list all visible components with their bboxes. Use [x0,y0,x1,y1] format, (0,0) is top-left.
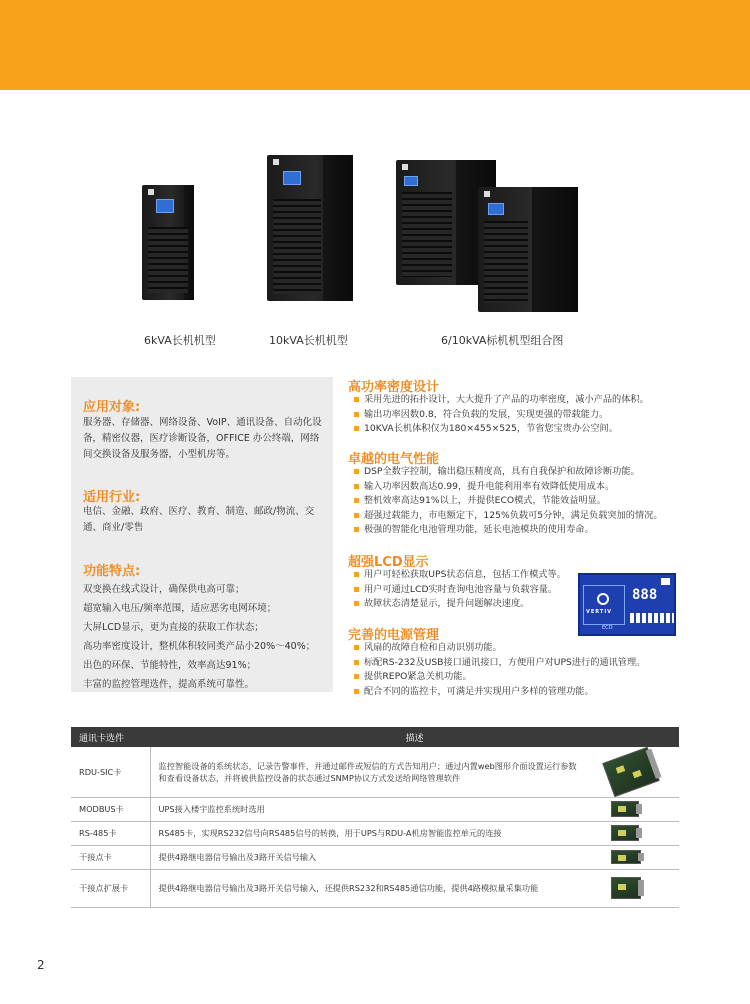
ups-10kva-image [267,155,353,301]
table-cell-name: 干接点卡 [71,845,150,869]
list-item: 整机效率高达91%以上，并提供ECO模式，节能效益明显。 [354,494,663,509]
list-item: 配合不同的监控卡，可满足并实现用户多样的管理功能。 [354,685,645,700]
list-item: 输入功率因数高达0.99，提升电能利用率有效降低使用成本。 [354,480,663,495]
list-item: 出色的环保、节能特性，效率高达91%； [83,660,257,671]
list-item: 风扇的故障自检和自动识别功能。 [354,641,645,656]
caption-10kva: 10kVA长机机型 [269,334,348,347]
table-cell-name: MODBUS卡 [71,797,150,821]
section-title-power-management: 完善的电源管理 [348,628,440,643]
section-list-lcd [354,568,566,612]
industry-text: 电信、金融、政府、医疗、教育、制造、邮政/物流、交通、商业/零售 [83,506,315,533]
list-item: 标配RS-232及USB接口通讯接口，方便用户对UPS进行的通讯管理。 [354,656,645,671]
list-item: 丰富的监控管理选件，提高系统可靠性。 [83,679,255,690]
lcd-eco-label: ECO [602,625,613,631]
application-title: 应用对象: [83,400,141,415]
list-item: 10KVA长机体积仅为180×455×525，节省您宝贵办公空间。 [354,422,649,437]
lcd-digits: 888 [632,587,658,603]
industry-title: 适用行业: [83,490,141,505]
section-list-power-management [354,641,645,699]
list-item: 极强的智能化电池管理功能，延长电池模块的使用寿命。 [354,523,663,538]
table-row [71,845,679,869]
table-row [71,797,679,821]
table-header-row [71,727,679,747]
table-row [71,869,679,907]
table-cell-desc: 提供4路继电器信号输出及3路开关信号输入，还提供RS232和RS485通信功能，提供4路模拟量采集功能 [150,869,589,907]
table-cell-name: RDU-SIC卡 [71,747,150,797]
lcd-corner-icon [661,578,670,585]
ups-6kva-image [142,185,194,300]
section-title-power-density: 高功率密度设计 [348,380,440,395]
lcd-brand: VERTIV [586,609,613,615]
table-cell-name: 干接点扩展卡 [71,869,150,907]
lcd-panel-image [578,573,676,636]
ups-combo-front-image [478,187,578,312]
section-title-electrical: 卓越的电气性能 [348,452,440,467]
dry-contact-card-image [611,850,641,864]
dry-contact-ext-card-image [611,877,641,899]
table-cell-name: RS-485卡 [71,821,150,845]
left-info-box [71,377,333,692]
list-item: 故障状态清楚显示，提升问题解决速度。 [354,597,566,612]
features-title: 功能特点: [83,564,141,579]
rdu-sic-card-image [602,747,659,797]
caption-combo: 6/10kVA标机机型组合图 [441,334,564,347]
list-item: DSP全数字控制，输出稳压精度高，具有自我保护和故障诊断功能。 [354,465,663,480]
lcd-left-panel [583,585,625,625]
product-images [0,145,750,315]
table-header-card: 通讯卡选件 [71,727,150,747]
table-row [71,747,679,797]
modbus-card-image [611,801,639,817]
vertiv-logo-icon [597,593,609,605]
table-row [71,821,679,845]
table-header-desc: 描述 [150,727,679,747]
list-item: 提供REPO紧急关机功能。 [354,670,645,685]
table-cell-desc: 提供4路继电器信号输出及3路开关信号输入 [150,845,589,869]
list-item: 高功率密度设计，整机体积较同类产品小20%～40%； [83,641,316,652]
list-item: 双变换在线式设计，确保供电高可靠； [83,584,245,595]
section-list-electrical [354,465,663,538]
table-cell-desc: RS485卡，实现RS232信号向RS485信号的转换，用于UPS与RDU-A机房智能监控单元的连接 [150,821,589,845]
top-orange-band [0,0,750,90]
list-item: 采用先进的拓扑设计，大大提升了产品的功率密度，减小产品的体积。 [354,393,649,408]
table-cell-desc: UPS接入楼宇监控系统时选用 [150,797,589,821]
list-item: 输出功率因数0.8，符合负载的发展，实现更强的带载能力。 [354,408,649,423]
list-item: 超强过载能力，市电额定下，125%负载可5分钟，满足负载突加的情况。 [354,509,663,524]
list-item: 用户可轻松获取UPS状态信息，包括工作模式等。 [354,568,566,583]
list-item: 超宽输入电压/频率范围，适应恶劣电网环境； [83,603,277,614]
list-item: 用户可通过LCD实时查询电池容量与负载容量。 [354,583,566,598]
page-number: 2 [37,958,45,972]
caption-6kva: 6kVA长机机型 [144,334,216,347]
application-text: 服务器、存储器、网络设备、VoIP、通讯设备、自动化设备，精密仪器，医疗诊断设备，OFFICE 办公终端，网络间交换设备及服务器，小型机房等。 [83,417,322,460]
table-cell-desc: 监控智能设备的系统状态，记录告警事件，并通过邮件或短信的方式告知用户；通过内置web图形介面设置运行参数和查看设备状态，并将被供监控设备的状态通过SNMP协议方式发送给网络管理软件 [150,747,589,797]
features-list [83,580,328,694]
list-item: 大屏LCD显示，更为直接的获取工作状态； [83,622,264,633]
rs485-card-image [611,825,639,841]
comm-card-table [71,727,679,908]
section-list-power-density [354,393,649,437]
section-title-lcd: 超强LCD显示 [348,555,429,570]
lcd-level-bars [630,613,674,623]
